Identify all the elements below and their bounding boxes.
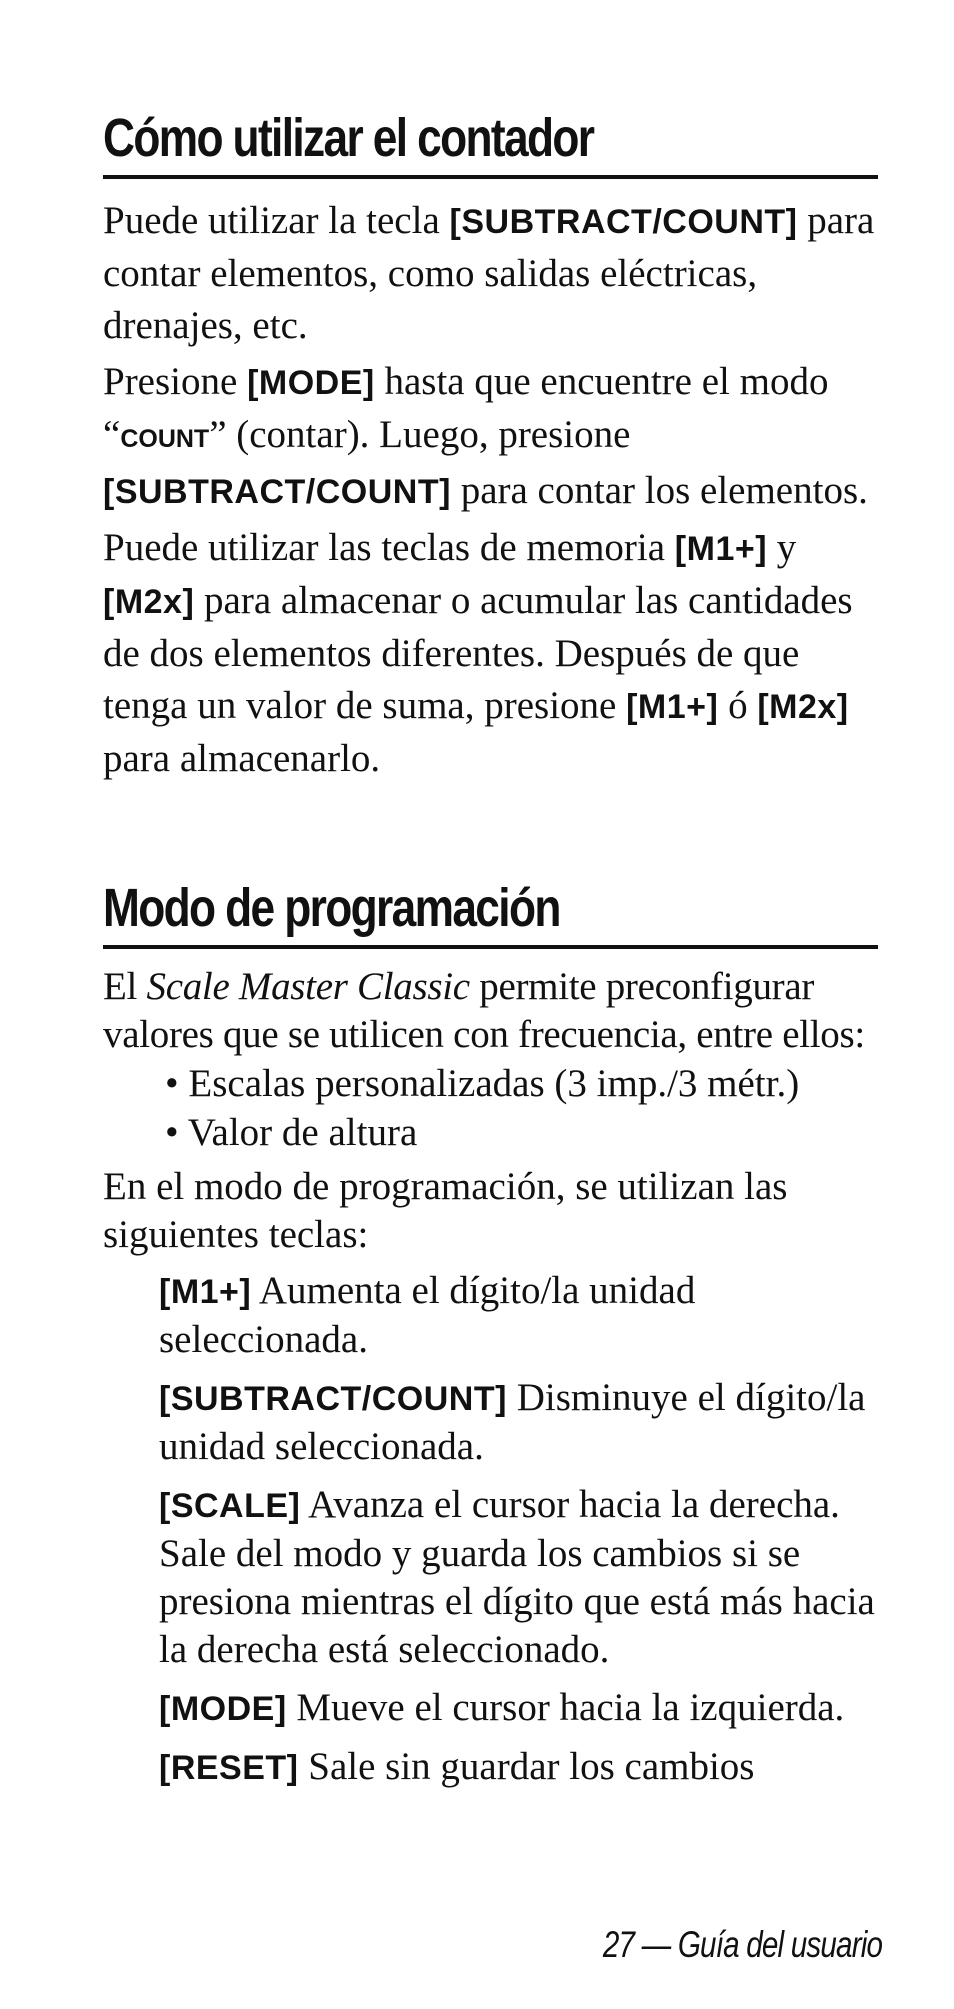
text: permite preconfigurar valores que se utilicen con frecuencia, entre ellos: [103, 965, 865, 1056]
page-footer: 27 — Guía del usuario [602, 1924, 882, 1965]
paragraph-counter-1 [103, 195, 883, 352]
paragraph-programming-intro [103, 963, 883, 1059]
key-item [103, 1267, 883, 1364]
key-description: Aumenta el dígito/la unidad seleccionada. [159, 1269, 696, 1361]
section-title-programming: Modo de programación [103, 878, 560, 938]
key-label: [SUBTRACT/COUNT] [103, 473, 451, 511]
text: ó [718, 684, 758, 727]
key-label: [M1+] [626, 688, 719, 726]
key-label: [MODE] [247, 364, 375, 402]
key-label: [SCALE] [159, 1487, 301, 1525]
key-item [103, 1743, 883, 1792]
key-label: [M1+] [674, 530, 768, 568]
key-description: Sale sin guardar los cambios [298, 1745, 755, 1788]
title-rule [103, 945, 878, 949]
key-description: Disminuye el dígito/la unidad seleccionada. [159, 1376, 866, 1468]
key-item [103, 1481, 883, 1674]
preset-list [103, 1059, 883, 1157]
text: Puede utilizar la tecla [103, 199, 450, 242]
text: El [103, 965, 147, 1008]
key-label: [M1+] [159, 1273, 252, 1311]
list-item: • Valor de altura [165, 1111, 418, 1154]
product-name: Scale Master Classic [146, 965, 470, 1008]
text: Presione [103, 360, 248, 403]
key-description: Avanza el cursor hacia la derecha. Sale del modo y guarda los cambios si se presiona mientras el dígito que está más hacia la derecha está seleccionado. [159, 1483, 875, 1671]
mode-label: COUNT [120, 425, 210, 453]
text: ” (contar). Luego, presione [209, 413, 631, 456]
paragraph-keys-intro: En el modo de programación, se utilizan las siguientes teclas: [103, 1165, 788, 1256]
text: y [767, 526, 797, 569]
section-programming [103, 877, 883, 1792]
paragraph-counter-3 [103, 522, 883, 785]
section-title-counter: Cómo utilizar el contador [103, 108, 594, 168]
text: para almacenar o acumular las cantidades de dos elementos diferentes. Después de que tenga un valor de suma, presione [103, 579, 853, 727]
key-label: [SUBTRACT/COUNT] [159, 1380, 507, 1418]
key-label: [RESET] [159, 1749, 299, 1787]
key-description: Mueve el cursor hacia la izquierda. [286, 1686, 845, 1729]
paragraph-counter-2 [103, 356, 883, 518]
key-item [103, 1374, 883, 1471]
text: para almacenarlo. [103, 737, 381, 780]
title-rule [103, 175, 878, 179]
section-counter [103, 107, 883, 785]
key-label: [SUBTRACT/COUNT] [449, 203, 798, 241]
key-list [103, 1267, 883, 1792]
key-label: [M2x] [757, 688, 849, 726]
text: para contar elementos, como salidas eléctricas, drenajes, etc. [103, 199, 875, 347]
key-label: [M2x] [103, 583, 195, 621]
text: hasta que encuentre el modo “ [103, 360, 829, 456]
text: Puede utilizar las teclas de memoria [103, 526, 675, 569]
text: para contar los elementos. [450, 469, 868, 512]
key-item [103, 1684, 883, 1733]
list-item: • Escalas personalizadas (3 imp./3 métr.) [165, 1062, 800, 1105]
key-label: [MODE] [159, 1690, 287, 1728]
